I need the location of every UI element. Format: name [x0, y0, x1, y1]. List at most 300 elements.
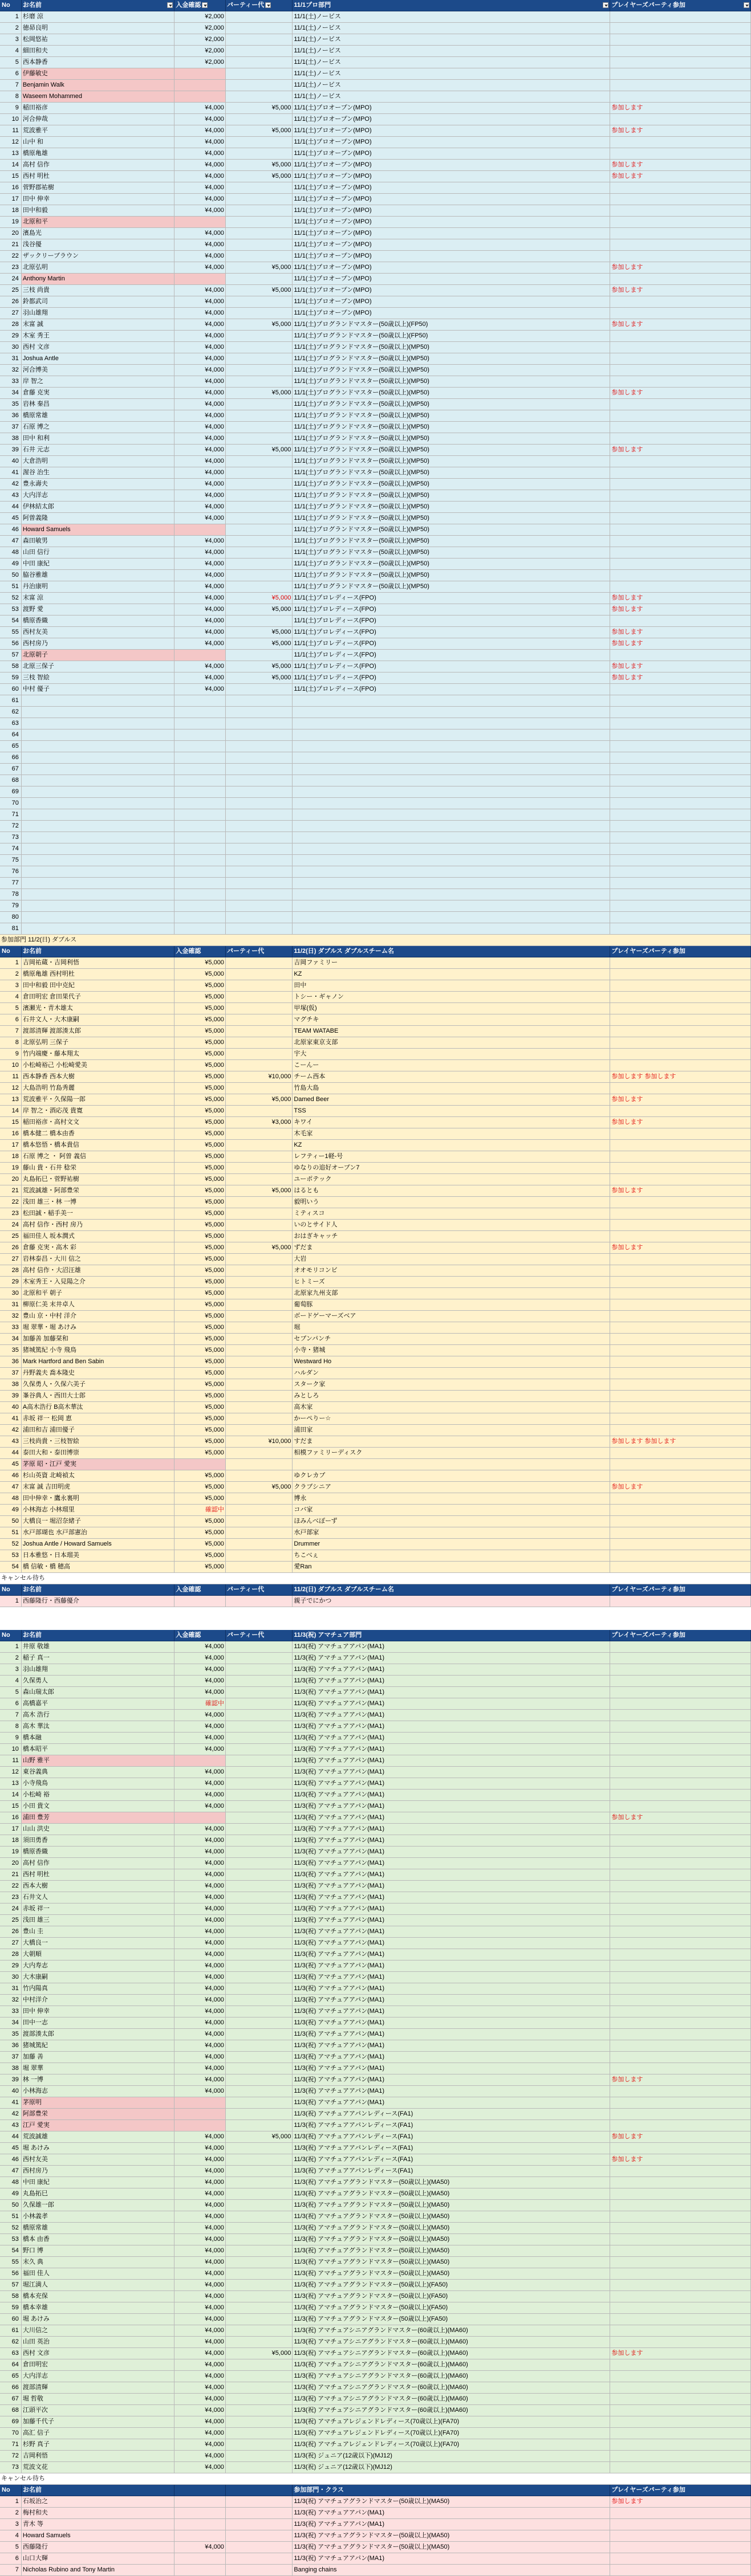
row-players-party[interactable]: 参加します: [610, 638, 751, 650]
table-row[interactable]: [0, 1368, 751, 1379]
row-no[interactable]: 36: [0, 410, 22, 422]
row-deposit[interactable]: ¥4,000: [174, 319, 226, 331]
row-players-party[interactable]: [610, 1026, 751, 1037]
row-party[interactable]: ¥10,000: [226, 1436, 293, 1448]
empty-cell[interactable]: [22, 695, 175, 707]
row-party[interactable]: [226, 1744, 293, 1755]
table-row[interactable]: [0, 296, 751, 308]
row-no[interactable]: 49: [0, 1505, 22, 1516]
row-players-party[interactable]: [610, 1904, 751, 1915]
row-deposit[interactable]: ¥5,000: [174, 1413, 226, 1425]
row-deposit[interactable]: ¥4,000: [174, 1915, 226, 1926]
row-players-party[interactable]: [610, 2519, 751, 2530]
row-players-party[interactable]: [610, 399, 751, 410]
row-players-party[interactable]: 参加します: [610, 1242, 751, 1254]
row-category[interactable]: 11/1(土)プロレディース(FPO): [293, 627, 610, 638]
table-row[interactable]: [0, 46, 751, 57]
row-no[interactable]: 10: [0, 114, 22, 125]
table-row[interactable]: [0, 2519, 751, 2530]
row-players-party[interactable]: [610, 1391, 751, 1402]
row-party[interactable]: ¥5,000: [226, 125, 293, 137]
row-party[interactable]: [226, 2451, 293, 2462]
row-players-party[interactable]: [610, 2325, 751, 2337]
row-deposit[interactable]: ¥4,000: [174, 251, 226, 262]
row-name[interactable]: 岸 智之・酒応茂 貴寛: [22, 1106, 175, 1117]
row-party[interactable]: [226, 2017, 293, 2029]
row-no[interactable]: 62: [0, 2337, 22, 2348]
empty-cell[interactable]: [293, 821, 610, 832]
row-no[interactable]: 3: [0, 1664, 22, 1676]
table-row[interactable]: [0, 1505, 751, 1516]
row-category[interactable]: 11/1(土)プログランドマスター(50歳以上)(FP50): [293, 331, 610, 342]
table-row[interactable]: [0, 2314, 751, 2325]
row-party[interactable]: [226, 581, 293, 593]
row-party[interactable]: [226, 2371, 293, 2382]
row-no[interactable]: 15: [0, 1801, 22, 1812]
row-players-party[interactable]: [610, 1790, 751, 1801]
row-party[interactable]: [226, 194, 293, 205]
row-party[interactable]: [226, 308, 293, 319]
row-name[interactable]: 橋原亀雄 西村明杜: [22, 969, 175, 980]
row-players-party[interactable]: [610, 148, 751, 160]
row-party[interactable]: [226, 2462, 293, 2473]
row-deposit[interactable]: 確認中: [174, 1505, 226, 1516]
row-name[interactable]: Benjamin Walk: [22, 80, 175, 91]
row-name[interactable]: Anthony Martin: [22, 274, 175, 285]
row-players-party[interactable]: [610, 456, 751, 467]
row-no[interactable]: 2: [0, 23, 22, 34]
table-row[interactable]: [0, 331, 751, 342]
row-players-party[interactable]: [610, 1448, 751, 1459]
table-row[interactable]: [0, 1402, 751, 1413]
row-name[interactable]: 羽山雄翔: [22, 1664, 175, 1676]
empty-cell[interactable]: [226, 809, 293, 821]
empty-cell[interactable]: [610, 786, 751, 798]
empty-cell[interactable]: [293, 764, 610, 775]
table-row[interactable]: [0, 2223, 751, 2234]
table-row[interactable]: [0, 2040, 751, 2052]
empty-cell[interactable]: [293, 798, 610, 809]
table-row[interactable]: [0, 2063, 751, 2074]
table-row[interactable]: [0, 1767, 751, 1778]
row-no[interactable]: 73: [0, 2462, 22, 2473]
row-party[interactable]: [226, 1801, 293, 1812]
empty-cell[interactable]: [610, 855, 751, 866]
empty-cell[interactable]: 78: [0, 889, 22, 900]
row-name[interactable]: 徳昴良明: [22, 23, 175, 34]
row-players-party[interactable]: [610, 1413, 751, 1425]
empty-cell[interactable]: [610, 843, 751, 855]
header-name[interactable]: [22, 0, 175, 11]
table-row[interactable]: [0, 969, 751, 980]
row-category[interactable]: 11/3(祝) アマチュアグランドマスター(50歳以上)(FA50): [293, 2291, 610, 2302]
empty-row[interactable]: [0, 832, 751, 843]
row-party[interactable]: ¥3,000: [226, 1117, 293, 1128]
row-deposit[interactable]: ¥4,000: [174, 285, 226, 296]
row-deposit[interactable]: [174, 1755, 226, 1767]
row-party[interactable]: [226, 2519, 293, 2530]
table-row[interactable]: [0, 1163, 751, 1174]
row-deposit[interactable]: [174, 650, 226, 661]
row-party[interactable]: [226, 1003, 293, 1014]
table-row[interactable]: [0, 2359, 751, 2371]
row-deposit[interactable]: ¥4,000: [174, 638, 226, 650]
empty-cell[interactable]: [293, 866, 610, 878]
row-no[interactable]: 35: [0, 2029, 22, 2040]
row-name[interactable]: 井原 敬雄: [22, 1641, 175, 1653]
empty-cell[interactable]: [293, 889, 610, 900]
row-deposit[interactable]: ¥4,000: [174, 399, 226, 410]
row-party[interactable]: [226, 1676, 293, 1687]
row-players-party[interactable]: [610, 1698, 751, 1710]
row-no[interactable]: 26: [0, 296, 22, 308]
empty-row[interactable]: [0, 843, 751, 855]
row-players-party[interactable]: [610, 182, 751, 194]
row-name[interactable]: 橋本悠悟・橋本貴信: [22, 1140, 175, 1151]
table-row[interactable]: [0, 182, 751, 194]
row-category[interactable]: 11/1(土)プログランドマスター(50歳以上)(MP50): [293, 490, 610, 502]
empty-cell[interactable]: [293, 855, 610, 866]
table-row[interactable]: [0, 125, 751, 137]
row-no[interactable]: 7: [0, 80, 22, 91]
empty-cell[interactable]: [293, 843, 610, 855]
row-name[interactable]: 末富 誠: [22, 319, 175, 331]
row-no[interactable]: 58: [0, 661, 22, 672]
row-deposit[interactable]: ¥4,000: [174, 456, 226, 467]
empty-cell[interactable]: [174, 878, 226, 889]
row-category[interactable]: 宇大: [293, 1049, 610, 1060]
row-category[interactable]: 11/3(祝) アマチュアアパン(MA1): [293, 2052, 610, 2063]
empty-row[interactable]: [0, 923, 751, 935]
row-deposit[interactable]: ¥4,000: [174, 1824, 226, 1835]
table-row[interactable]: [0, 1824, 751, 1835]
empty-cell[interactable]: [610, 832, 751, 843]
row-name[interactable]: Waseem Mohammed: [22, 91, 175, 103]
row-party[interactable]: [226, 536, 293, 547]
table-row[interactable]: [0, 23, 751, 34]
row-category[interactable]: 11/3(祝) アマチュアグランドマスター(50歳以上)(MA50): [293, 2257, 610, 2268]
row-players-party[interactable]: [610, 23, 751, 34]
row-name[interactable]: 中村洋介: [22, 1995, 175, 2006]
row-no[interactable]: 64: [0, 2359, 22, 2371]
row-name[interactable]: 三枝尚貴・三枝智絵: [22, 1436, 175, 1448]
row-no[interactable]: 4: [0, 2530, 22, 2542]
row-name[interactable]: 猪城篤紀: [22, 2040, 175, 2052]
empty-cell[interactable]: [226, 866, 293, 878]
row-players-party[interactable]: [610, 1733, 751, 1744]
row-name[interactable]: 田中和毅: [22, 205, 175, 217]
row-category[interactable]: 11/1(土)ノービス: [293, 57, 610, 68]
empty-cell[interactable]: [610, 923, 751, 935]
row-players-party[interactable]: [610, 1288, 751, 1299]
row-deposit[interactable]: ¥5,000: [174, 1402, 226, 1413]
row-no[interactable]: 14: [0, 1790, 22, 1801]
row-name[interactable]: 小林海志 小林瑠里: [22, 1505, 175, 1516]
table-row[interactable]: [0, 34, 751, 46]
row-party[interactable]: [226, 2120, 293, 2131]
empty-cell[interactable]: [610, 821, 751, 832]
row-name[interactable]: ザックリーブラウン: [22, 251, 175, 262]
row-party[interactable]: [226, 2394, 293, 2405]
row-category[interactable]: 葡萄豚: [293, 1299, 610, 1311]
row-category[interactable]: 11/3(祝) アマチュアアパン(MA1): [293, 1949, 610, 1960]
row-category[interactable]: 11/3(祝) アマチュアアパン(MA1): [293, 2029, 610, 2040]
row-name[interactable]: 石井 元志: [22, 445, 175, 456]
table-row[interactable]: [0, 1151, 751, 1163]
row-deposit[interactable]: ¥4,000: [174, 581, 226, 593]
row-deposit[interactable]: ¥4,000: [174, 1972, 226, 1983]
row-no[interactable]: 39: [0, 445, 22, 456]
row-name[interactable]: 西村友美: [22, 627, 175, 638]
row-name[interactable]: 伊藤敏史: [22, 68, 175, 80]
row-name[interactable]: 久保勇人: [22, 1676, 175, 1687]
row-category[interactable]: 11/3(祝) アマチュアアパン(MA1): [293, 1812, 610, 1824]
row-deposit[interactable]: ¥4,000: [174, 2451, 226, 2462]
row-no[interactable]: 33: [0, 376, 22, 388]
row-category[interactable]: 11/3(祝) アマチュアアパン(MA1): [293, 1869, 610, 1881]
table-row[interactable]: [0, 1322, 751, 1334]
row-category[interactable]: 11/1(土)ノービス: [293, 68, 610, 80]
row-players-party[interactable]: [610, 2439, 751, 2451]
row-category[interactable]: 11/3(祝) アマチュアアパン(MA1): [293, 1915, 610, 1926]
table-row[interactable]: [0, 2074, 751, 2086]
row-players-party[interactable]: 参加します: [610, 160, 751, 171]
row-category[interactable]: 11/3(祝) アマチュアアパン(MA1): [293, 1778, 610, 1790]
row-players-party[interactable]: [610, 2223, 751, 2234]
row-players-party[interactable]: [610, 1653, 751, 1664]
row-players-party[interactable]: [610, 1208, 751, 1220]
row-no[interactable]: 47: [0, 2166, 22, 2177]
row-party[interactable]: [226, 296, 293, 308]
table-row[interactable]: [0, 422, 751, 433]
table-row[interactable]: [0, 2530, 751, 2542]
empty-cell[interactable]: 66: [0, 752, 22, 764]
row-name[interactable]: 田中 和利: [22, 433, 175, 445]
row-name[interactable]: 大内洋志: [22, 490, 175, 502]
empty-cell[interactable]: [226, 729, 293, 741]
row-no[interactable]: 46: [0, 2154, 22, 2166]
empty-cell[interactable]: 68: [0, 775, 22, 786]
empty-cell[interactable]: [174, 798, 226, 809]
row-category[interactable]: 11/3(祝) アマチュアアパン(MA1): [293, 1972, 610, 1983]
row-deposit[interactable]: ¥4,000: [174, 433, 226, 445]
row-players-party[interactable]: 参加します: [610, 285, 751, 296]
row-party[interactable]: [226, 1322, 293, 1334]
row-players-party[interactable]: [610, 2291, 751, 2302]
row-category[interactable]: 11/1(土)ノービス: [293, 91, 610, 103]
row-no[interactable]: 52: [0, 593, 22, 604]
row-no[interactable]: 32: [0, 1311, 22, 1322]
row-players-party[interactable]: 参加します: [610, 388, 751, 399]
row-category[interactable]: 11/3(祝) アマチュアアパン(MA1): [293, 1641, 610, 1653]
row-category[interactable]: 11/3(祝) アマチュアグランドマスター(50歳以上)(MA50): [293, 2177, 610, 2188]
empty-row[interactable]: [0, 707, 751, 718]
row-players-party[interactable]: [610, 502, 751, 513]
row-name[interactable]: 大橋良一 堀沼奈緒子: [22, 1516, 175, 1527]
table-row[interactable]: [0, 650, 751, 661]
empty-cell[interactable]: [226, 718, 293, 729]
row-name[interactable]: 山中 和: [22, 137, 175, 148]
row-party[interactable]: [226, 2200, 293, 2211]
row-category[interactable]: 11/1(土)プロオープン(MPO): [293, 308, 610, 319]
row-party[interactable]: [226, 1983, 293, 1995]
row-deposit[interactable]: ¥4,000: [174, 1767, 226, 1778]
table-row[interactable]: [0, 2553, 751, 2565]
row-name[interactable]: 西本静香: [22, 57, 175, 68]
row-name[interactable]: 橋本健二 橋本由香: [22, 1128, 175, 1140]
table-row[interactable]: [0, 228, 751, 239]
row-name[interactable]: 渡部湊太郎: [22, 2029, 175, 2040]
row-party[interactable]: ¥5,000: [226, 103, 293, 114]
row-no[interactable]: 33: [0, 1322, 22, 1334]
table-row[interactable]: [0, 103, 751, 114]
row-category[interactable]: 11/1(土)プロオープン(MPO): [293, 274, 610, 285]
table-row[interactable]: [0, 1641, 751, 1653]
row-players-party[interactable]: [610, 547, 751, 559]
row-players-party[interactable]: [610, 1527, 751, 1539]
table-row[interactable]: [0, 308, 751, 319]
table-row[interactable]: [0, 2416, 751, 2428]
empty-cell[interactable]: [226, 786, 293, 798]
row-name[interactable]: 河合博美: [22, 365, 175, 376]
row-name[interactable]: 大内洋志: [22, 2371, 175, 2382]
row-deposit[interactable]: ¥5,000: [174, 1539, 226, 1550]
row-category[interactable]: 11/1(土)プロオープン(MPO): [293, 137, 610, 148]
row-category[interactable]: 11/3(祝) アマチュアグランドマスター(50歳以上)(FA50): [293, 2302, 610, 2314]
row-no[interactable]: 9: [0, 1733, 22, 1744]
row-no[interactable]: 32: [0, 365, 22, 376]
row-players-party[interactable]: [610, 2405, 751, 2416]
row-party[interactable]: [226, 1938, 293, 1949]
empty-cell[interactable]: 77: [0, 878, 22, 889]
row-deposit[interactable]: ¥5,000: [174, 1083, 226, 1094]
row-players-party[interactable]: 参加します: [610, 627, 751, 638]
row-players-party[interactable]: [610, 513, 751, 524]
row-deposit[interactable]: ¥4,000: [174, 2416, 226, 2428]
row-category[interactable]: 11/3(祝) アマチュアグランドマスター(50歳以上)(FA50): [293, 2280, 610, 2291]
row-name[interactable]: 丹治康明: [22, 581, 175, 593]
row-no[interactable]: 59: [0, 2302, 22, 2314]
empty-cell[interactable]: [293, 729, 610, 741]
row-deposit[interactable]: ¥5,000: [174, 1391, 226, 1402]
row-no[interactable]: 16: [0, 1128, 22, 1140]
row-party[interactable]: [226, 1812, 293, 1824]
row-name[interactable]: 江戸 愛実: [22, 2120, 175, 2131]
row-name[interactable]: 高村 信作・大沼汪雄: [22, 1265, 175, 1277]
row-deposit[interactable]: ¥4,000: [174, 2040, 226, 2052]
row-no[interactable]: 5: [0, 1687, 22, 1698]
row-category[interactable]: 田中: [293, 980, 610, 992]
empty-cell[interactable]: [293, 809, 610, 821]
row-no[interactable]: 5: [0, 1003, 22, 1014]
table-row[interactable]: [0, 2268, 751, 2280]
row-deposit[interactable]: ¥5,000: [174, 1185, 226, 1197]
row-no[interactable]: 56: [0, 2268, 22, 2280]
row-no[interactable]: 20: [0, 1858, 22, 1869]
table-row[interactable]: [0, 239, 751, 251]
row-players-party[interactable]: [610, 2211, 751, 2223]
row-party[interactable]: [226, 1733, 293, 1744]
row-party[interactable]: [226, 1106, 293, 1117]
row-name[interactable]: 小林海志: [22, 2086, 175, 2097]
row-category[interactable]: 11/1(土)プロオープン(MPO): [293, 296, 610, 308]
row-deposit[interactable]: ¥4,000: [174, 1983, 226, 1995]
row-deposit[interactable]: ¥4,000: [174, 1733, 226, 1744]
row-players-party[interactable]: [610, 1231, 751, 1242]
row-name[interactable]: 末富 誠 吉田明虎: [22, 1482, 175, 1493]
row-party[interactable]: [226, 1904, 293, 1915]
empty-cell[interactable]: [22, 718, 175, 729]
empty-cell[interactable]: [610, 729, 751, 741]
row-deposit[interactable]: ¥4,000: [174, 1960, 226, 1972]
row-party[interactable]: [226, 1049, 293, 1060]
row-no[interactable]: 31: [0, 1299, 22, 1311]
row-deposit[interactable]: ¥4,000: [174, 2143, 226, 2154]
row-no[interactable]: 52: [0, 2223, 22, 2234]
row-party[interactable]: [226, 1254, 293, 1265]
row-party[interactable]: [226, 2496, 293, 2508]
row-category[interactable]: 11/1(土)プロオープン(MPO): [293, 182, 610, 194]
row-category[interactable]: 11/1(土)プログランドマスター(50歳以上)(MP50): [293, 467, 610, 479]
empty-row[interactable]: [0, 786, 751, 798]
row-players-party[interactable]: [610, 1949, 751, 1960]
row-category[interactable]: 11/1(土)プログランドマスター(50歳以上)(MP50): [293, 513, 610, 524]
row-players-party[interactable]: [610, 1972, 751, 1983]
table-row[interactable]: [0, 1801, 751, 1812]
row-players-party[interactable]: [610, 11, 751, 23]
row-name[interactable]: 荒波文花: [22, 2462, 175, 2473]
table-row[interactable]: [0, 479, 751, 490]
table-row[interactable]: [0, 2462, 751, 2473]
row-deposit[interactable]: ¥4,000: [174, 1801, 226, 1812]
row-deposit[interactable]: ¥4,000: [174, 2302, 226, 2314]
row-deposit[interactable]: ¥5,000: [174, 1448, 226, 1459]
row-name[interactable]: 小林義孝: [22, 2211, 175, 2223]
table-row[interactable]: [0, 581, 751, 593]
table-row[interactable]: [0, 2188, 751, 2200]
row-players-party[interactable]: [610, 1299, 751, 1311]
table-row[interactable]: [0, 604, 751, 616]
row-name[interactable]: 稲子 真一: [22, 1653, 175, 1664]
table-row[interactable]: [0, 2143, 751, 2154]
row-name[interactable]: 山野 雅平: [22, 1755, 175, 1767]
empty-cell[interactable]: [174, 707, 226, 718]
empty-cell[interactable]: [22, 878, 175, 889]
table-row[interactable]: [0, 467, 751, 479]
row-party[interactable]: [226, 1790, 293, 1801]
row-deposit[interactable]: ¥5,000: [174, 1037, 226, 1049]
table-row[interactable]: [0, 1117, 751, 1128]
row-name[interactable]: 高木 華汰: [22, 1721, 175, 1733]
table-row[interactable]: [0, 2154, 751, 2166]
row-players-party[interactable]: 参加します: [610, 2154, 751, 2166]
table-row[interactable]: [0, 1094, 751, 1106]
row-no[interactable]: 14: [0, 1106, 22, 1117]
row-players-party[interactable]: [610, 1197, 751, 1208]
row-category[interactable]: レフティー1軽-号: [293, 1151, 610, 1163]
table-row[interactable]: [0, 1721, 751, 1733]
row-name[interactable]: 田中伸幸・鷹永裏明: [22, 1493, 175, 1505]
row-players-party[interactable]: 参加します: [610, 2131, 751, 2143]
empty-cell[interactable]: [293, 900, 610, 912]
row-players-party[interactable]: 参加します: [610, 262, 751, 274]
row-deposit[interactable]: ¥5,000: [174, 1049, 226, 1060]
row-category[interactable]: 11/1(土)プログランドマスター(50歳以上)(MP50): [293, 376, 610, 388]
table-row[interactable]: [0, 1470, 751, 1482]
row-party[interactable]: [226, 1960, 293, 1972]
empty-cell[interactable]: [226, 889, 293, 900]
row-no[interactable]: 52: [0, 1539, 22, 1550]
